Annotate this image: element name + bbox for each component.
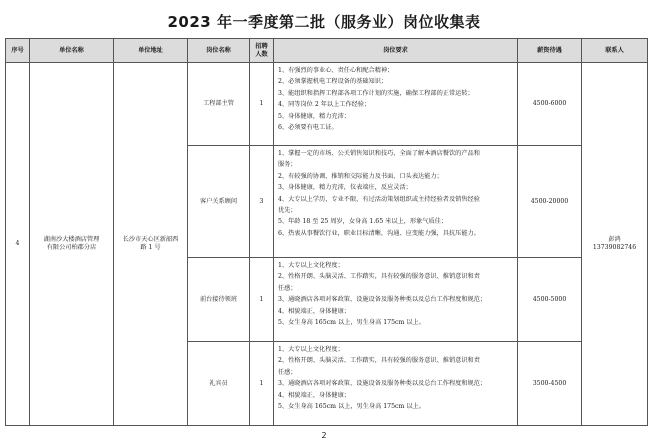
requirement-line: 2、有较强的协调、推销和交际能力及书面、口头表达能力； xyxy=(278,172,443,180)
requirement-line: 3、通晓酒店各项对客政策、设施设备及服务种类以及总台工作程度和规范； xyxy=(278,380,487,388)
position-name: 前台接待领班 xyxy=(188,258,250,342)
header-seq: 序号 xyxy=(6,39,30,63)
requirement-line: 优先； xyxy=(278,207,297,215)
requirement-line: 5、身体健康，精力充沛； xyxy=(278,112,350,120)
table-row xyxy=(6,63,648,146)
header-position: 岗位名称 xyxy=(188,39,250,63)
header-count xyxy=(250,39,274,63)
position-name: 礼宾员 xyxy=(188,342,250,426)
position-count: 1 xyxy=(250,63,274,146)
requirement-line: 3、身体健康，精力充沛，仪表端庄，反应灵活； xyxy=(278,184,412,192)
position-name: 工程部主管 xyxy=(188,63,250,146)
requirement-line: 1、掌握一定的市场、公关销售知识和技巧，全面了解本酒店餐饮的产品和 xyxy=(278,150,480,157)
position-requirements xyxy=(274,258,518,342)
requirement-line: 4、相貌端正，身体健康； xyxy=(278,391,350,399)
company-name-line2: 有限公司柏郡分店 xyxy=(46,244,97,251)
position-salary: 4500-5000 xyxy=(518,258,582,342)
company-name-line1: 湖南沙大楼酒店管理 xyxy=(43,236,100,244)
position-count: 1 xyxy=(250,342,274,426)
header-row xyxy=(6,39,648,63)
requirement-line: 1、大专以上文化程度； xyxy=(278,262,344,269)
requirement-line: 3、通晓酒店各项对客政策、设施设备及服务种类以及总台工作程度和规范； xyxy=(278,296,487,304)
seq-cell: 4 xyxy=(6,63,30,426)
job-table xyxy=(5,38,648,426)
requirement-line: 1、有强烈的事业心、责任心和配合精神； xyxy=(278,67,394,74)
company-name-cell xyxy=(30,63,114,426)
page-title: 2023 年一季度第二批（服务业）岗位收集表 xyxy=(167,13,481,31)
position-count: 1 xyxy=(250,258,274,342)
requirement-line: 4、大专以上学历，专业不限，有过活动策划组织或主持经验者及销售经验 xyxy=(278,195,480,203)
company-address-line1: 长沙市天心区新韶西 xyxy=(122,236,179,244)
requirement-line: 任感； xyxy=(278,368,297,376)
company-address-line2: 路 1 号 xyxy=(140,244,161,251)
requirement-line: 2、性格开朗、头脑灵活、工作踏实，具有较强的服务意识、推销意识和责 xyxy=(278,357,480,365)
position-salary: 3500-4500 xyxy=(518,342,582,426)
requirement-line: 服务； xyxy=(278,161,297,169)
header-company: 单位名称 xyxy=(30,39,114,63)
requirement-line: 5、年龄 18 至 25 周岁，女身高 1.65 米以上，形象气质佳； xyxy=(278,218,448,226)
requirement-line: 6、热衷从事餐饮行业，职业目标清晰，沟通、应变能力强，具抗压能力。 xyxy=(278,229,480,237)
requirement-line: 4、相貌端正，身体健康； xyxy=(278,307,350,315)
requirement-line: 5、女生身高 165cm 以上，男生身高 175cm 以上。 xyxy=(278,319,425,327)
contact-cell xyxy=(582,63,648,426)
header-count-line2: 人数 xyxy=(255,50,268,58)
header-salary: 薪资待遇 xyxy=(518,39,582,63)
company-address-cell xyxy=(114,63,188,426)
position-name: 客户关系顾问 xyxy=(188,146,250,258)
position-salary: 4500-6000 xyxy=(518,63,582,146)
requirement-line: 5、女生身高 165cm 以上，男生身高 175cm 以上。 xyxy=(278,403,425,411)
position-requirements xyxy=(274,342,518,426)
position-salary: 4500-20000 xyxy=(518,146,582,258)
position-requirements xyxy=(274,146,518,258)
requirement-line: 1、大专以上文化程度； xyxy=(278,346,344,353)
header-requirements: 岗位要求 xyxy=(274,39,518,63)
requirement-line: 6、必须要有电工证。 xyxy=(278,124,338,132)
header-address: 单位地址 xyxy=(114,39,188,63)
requirement-line: 2、必须掌握机电工程设备的基础知识； xyxy=(278,78,388,86)
requirement-line: 2、性格开朗、头脑灵活、工作踏实，具有较强的服务意识、推销意识和责 xyxy=(278,273,480,281)
position-requirements xyxy=(274,63,518,146)
header-contact: 联系人 xyxy=(582,39,648,63)
position-count: 3 xyxy=(250,146,274,258)
page-number: 2 xyxy=(321,431,327,440)
contact-phone: 13739082746 xyxy=(592,244,637,251)
header-count-line1: 招聘 xyxy=(255,42,268,50)
requirement-line: 任感； xyxy=(278,284,297,292)
contact-name: 彭鸿 xyxy=(608,236,621,244)
requirement-line: 3、能组织和指挥工程部各项工作计划的实施，确保工程部的正常运转； xyxy=(278,89,474,97)
requirement-line: 4、同等岗位 2 年以上工作经验； xyxy=(278,101,371,109)
